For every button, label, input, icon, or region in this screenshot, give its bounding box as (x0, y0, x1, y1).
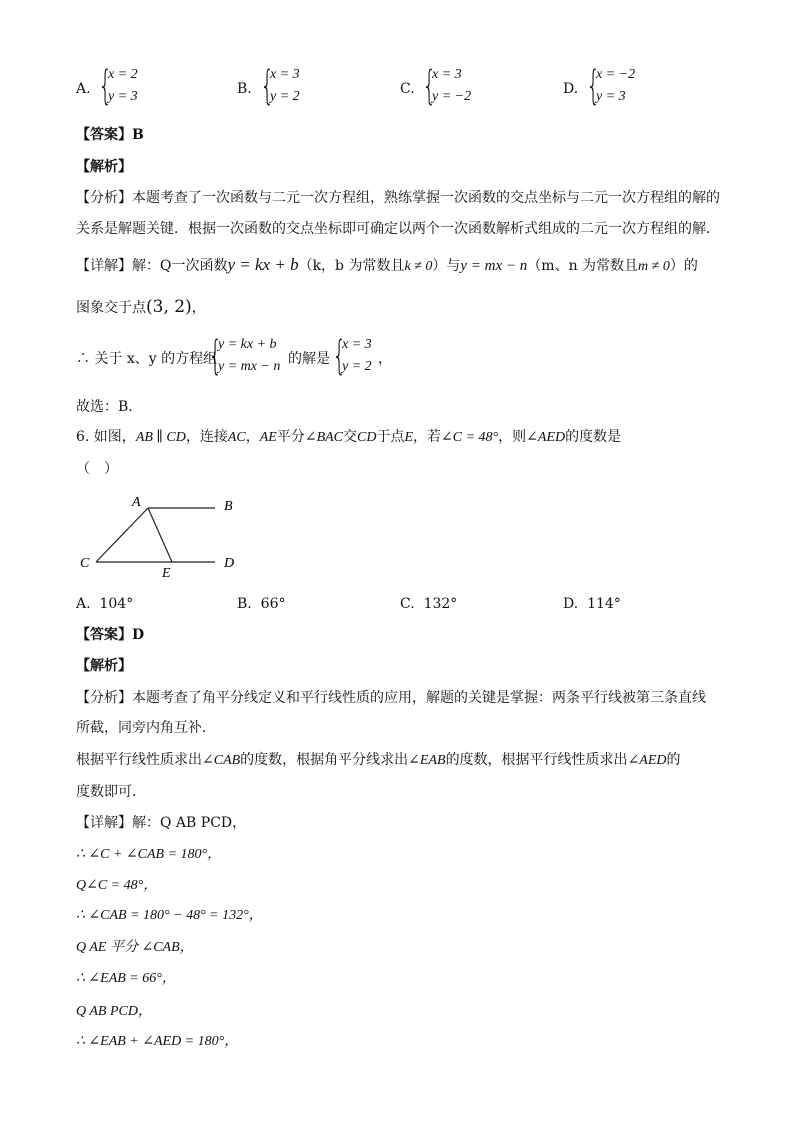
equation-system (96, 64, 138, 108)
point-label-b: B (224, 499, 233, 514)
system-line: x = −2 (596, 67, 636, 82)
option-label: C. (400, 81, 415, 97)
brace-icon: { (422, 63, 437, 109)
q6-analysis-line-2: 所截，同旁内角互补． (76, 720, 216, 736)
math-expression: ∠AED (526, 430, 566, 445)
point-label-c: C (80, 556, 90, 571)
math-expression: y = kx + b (227, 255, 299, 274)
q6-analysis-heading: 【解析】 (76, 658, 132, 674)
option-value: 114° (587, 596, 621, 612)
q6-step: ∴ ∠EAB + ∠AED = 180°， (76, 1034, 239, 1049)
text-run: 图象交于点 (76, 300, 146, 316)
math-expression: ∠AED (627, 753, 667, 768)
option-label: D. (563, 81, 579, 97)
q5-analysis-heading: 【解析】 (76, 159, 132, 175)
math-expression: AC (227, 430, 246, 445)
text-run: ，则 (498, 429, 527, 445)
option-label: B. (237, 596, 252, 612)
brace-icon: { (98, 63, 113, 109)
option-value: 132° (423, 596, 458, 612)
q6-step: 【详解】解：Q AB PCD， (76, 815, 247, 831)
equation-system (206, 334, 280, 378)
equation-system (258, 64, 300, 108)
q6-step: ∴ ∠C + ∠CAB = 180°， (76, 847, 222, 862)
text-run: ， (191, 300, 206, 316)
system-line: y = 3 (596, 89, 626, 104)
option-label: A. (76, 596, 91, 612)
option-label: C. (400, 596, 415, 612)
segment-ae (148, 508, 172, 562)
text-run: 的度数，根据角平分线求出 (240, 752, 409, 768)
equation-system (584, 64, 635, 108)
text-run: 的度数，根据平行线性质求出 (445, 752, 628, 768)
math-expression: k ≠ 0 (404, 259, 433, 274)
text-run: 于点 (376, 429, 405, 445)
system-line: y = 2 (342, 359, 372, 374)
point-label-d: D (224, 556, 235, 571)
math-expression: ∠EAB (408, 753, 446, 768)
option-label: D. (563, 596, 579, 612)
option-label: A. (76, 81, 91, 97)
option-value: 66° (260, 596, 286, 612)
equation-system (330, 334, 372, 378)
q6-step: ∴ ∠CAB = 180° − 48° = 132°， (76, 908, 263, 923)
text-run: ， (245, 429, 260, 445)
q5-conclusion: 故选：B． (76, 399, 143, 415)
q6-step: ∴ ∠EAB = 66°， (76, 971, 176, 986)
text-run: 的解是 (288, 351, 330, 367)
brace-icon: { (208, 333, 223, 379)
text-run: ， (378, 351, 392, 367)
system-line: y = −2 (432, 89, 472, 104)
text-run: ）与 (432, 258, 461, 274)
text-run: ∴ 关于 x、y 的方程组 (76, 351, 218, 367)
q5-detail-line-1 (76, 256, 698, 276)
option-label: B. (237, 81, 252, 97)
q6-option-a (76, 595, 133, 613)
brace-icon: { (586, 63, 601, 109)
math-expression: E (404, 430, 414, 445)
text-run: 交 (343, 429, 358, 445)
q6-method-line-2: 度数即可． (76, 784, 146, 800)
math-expression: CD (357, 430, 377, 445)
text-run: 【详解】解：Q一次函数 (76, 258, 228, 274)
math-expression: m ≠ 0 (638, 259, 670, 274)
q6-answer-parenthesis: （ ） (76, 461, 118, 477)
math-expression: ∠C = 48° (441, 430, 499, 445)
brace-icon: { (332, 333, 347, 379)
text-run: 平分 (276, 429, 305, 445)
q6-analysis-line-1: 【分析】本题考查了角平分线定义和平行线性质的应用，解题的关键是掌握：两条平行线被第三条直线 (76, 690, 706, 706)
math-expression: AB ∥ CD (135, 430, 186, 445)
system-line: x = 3 (432, 67, 462, 82)
text-run: 的度数是 (565, 429, 622, 445)
text-run: ，连接 (185, 429, 228, 445)
text-run: ）的 (669, 258, 698, 274)
math-expression: ∠BAC (304, 430, 344, 445)
q5-detail-line-2 (76, 298, 206, 317)
q6-step: Q AB PCD， (76, 1004, 152, 1019)
q6-option-b (237, 595, 285, 613)
text-run: 6. 如图， (76, 429, 136, 445)
q5-analysis-line-1: 【分析】本题考查了一次函数与二元一次方程组，熟练掌握一次函数的交点坐标与二元一次方程组的解的 (76, 190, 720, 206)
q6-step: Q AE 平分 ∠CAB， (76, 940, 194, 955)
text-run: 根据平行线性质求出 (76, 752, 202, 768)
system-line: x = 3 (342, 337, 372, 352)
brace-icon: { (260, 63, 275, 109)
math-expression: AE (259, 430, 277, 445)
system-line: y = kx + b (218, 337, 277, 352)
q6-answer: 【答案】D (76, 627, 145, 643)
text-run: 的 (666, 752, 681, 768)
system-line: x = 3 (270, 67, 300, 82)
q5-analysis-line-2: 关系是解题关键．根据一次函数的交点坐标即可确定以两个一次函数解析式组成的二元一次方程组的解． (76, 221, 720, 237)
q5-answer: 【答案】B (76, 127, 144, 143)
point-label-a: A (132, 495, 141, 510)
math-expression: ∠CAB (202, 753, 241, 768)
q6-method-line-1 (76, 751, 681, 770)
math-expression: (3, 2) (146, 297, 192, 317)
q6-option-c (400, 595, 457, 613)
text-run: （m、n 为常数且 (527, 258, 639, 274)
geometry-figure (70, 490, 250, 580)
math-expression: y = mx − n (460, 258, 528, 274)
point-label-e: E (162, 566, 171, 580)
equation-system (420, 64, 471, 108)
q6-option-d (563, 595, 621, 613)
text-run: （k，b 为常数且 (298, 258, 405, 274)
system-line: y = mx − n (218, 359, 281, 374)
option-value: 104° (99, 596, 134, 612)
q6-step: Q∠C = 48°， (76, 878, 158, 893)
segment-ac (96, 508, 148, 562)
text-run: ，若 (413, 429, 442, 445)
system-line: y = 2 (270, 89, 300, 104)
q6-stem (76, 428, 621, 447)
system-line: x = 2 (108, 67, 138, 82)
system-line: y = 3 (108, 89, 138, 104)
